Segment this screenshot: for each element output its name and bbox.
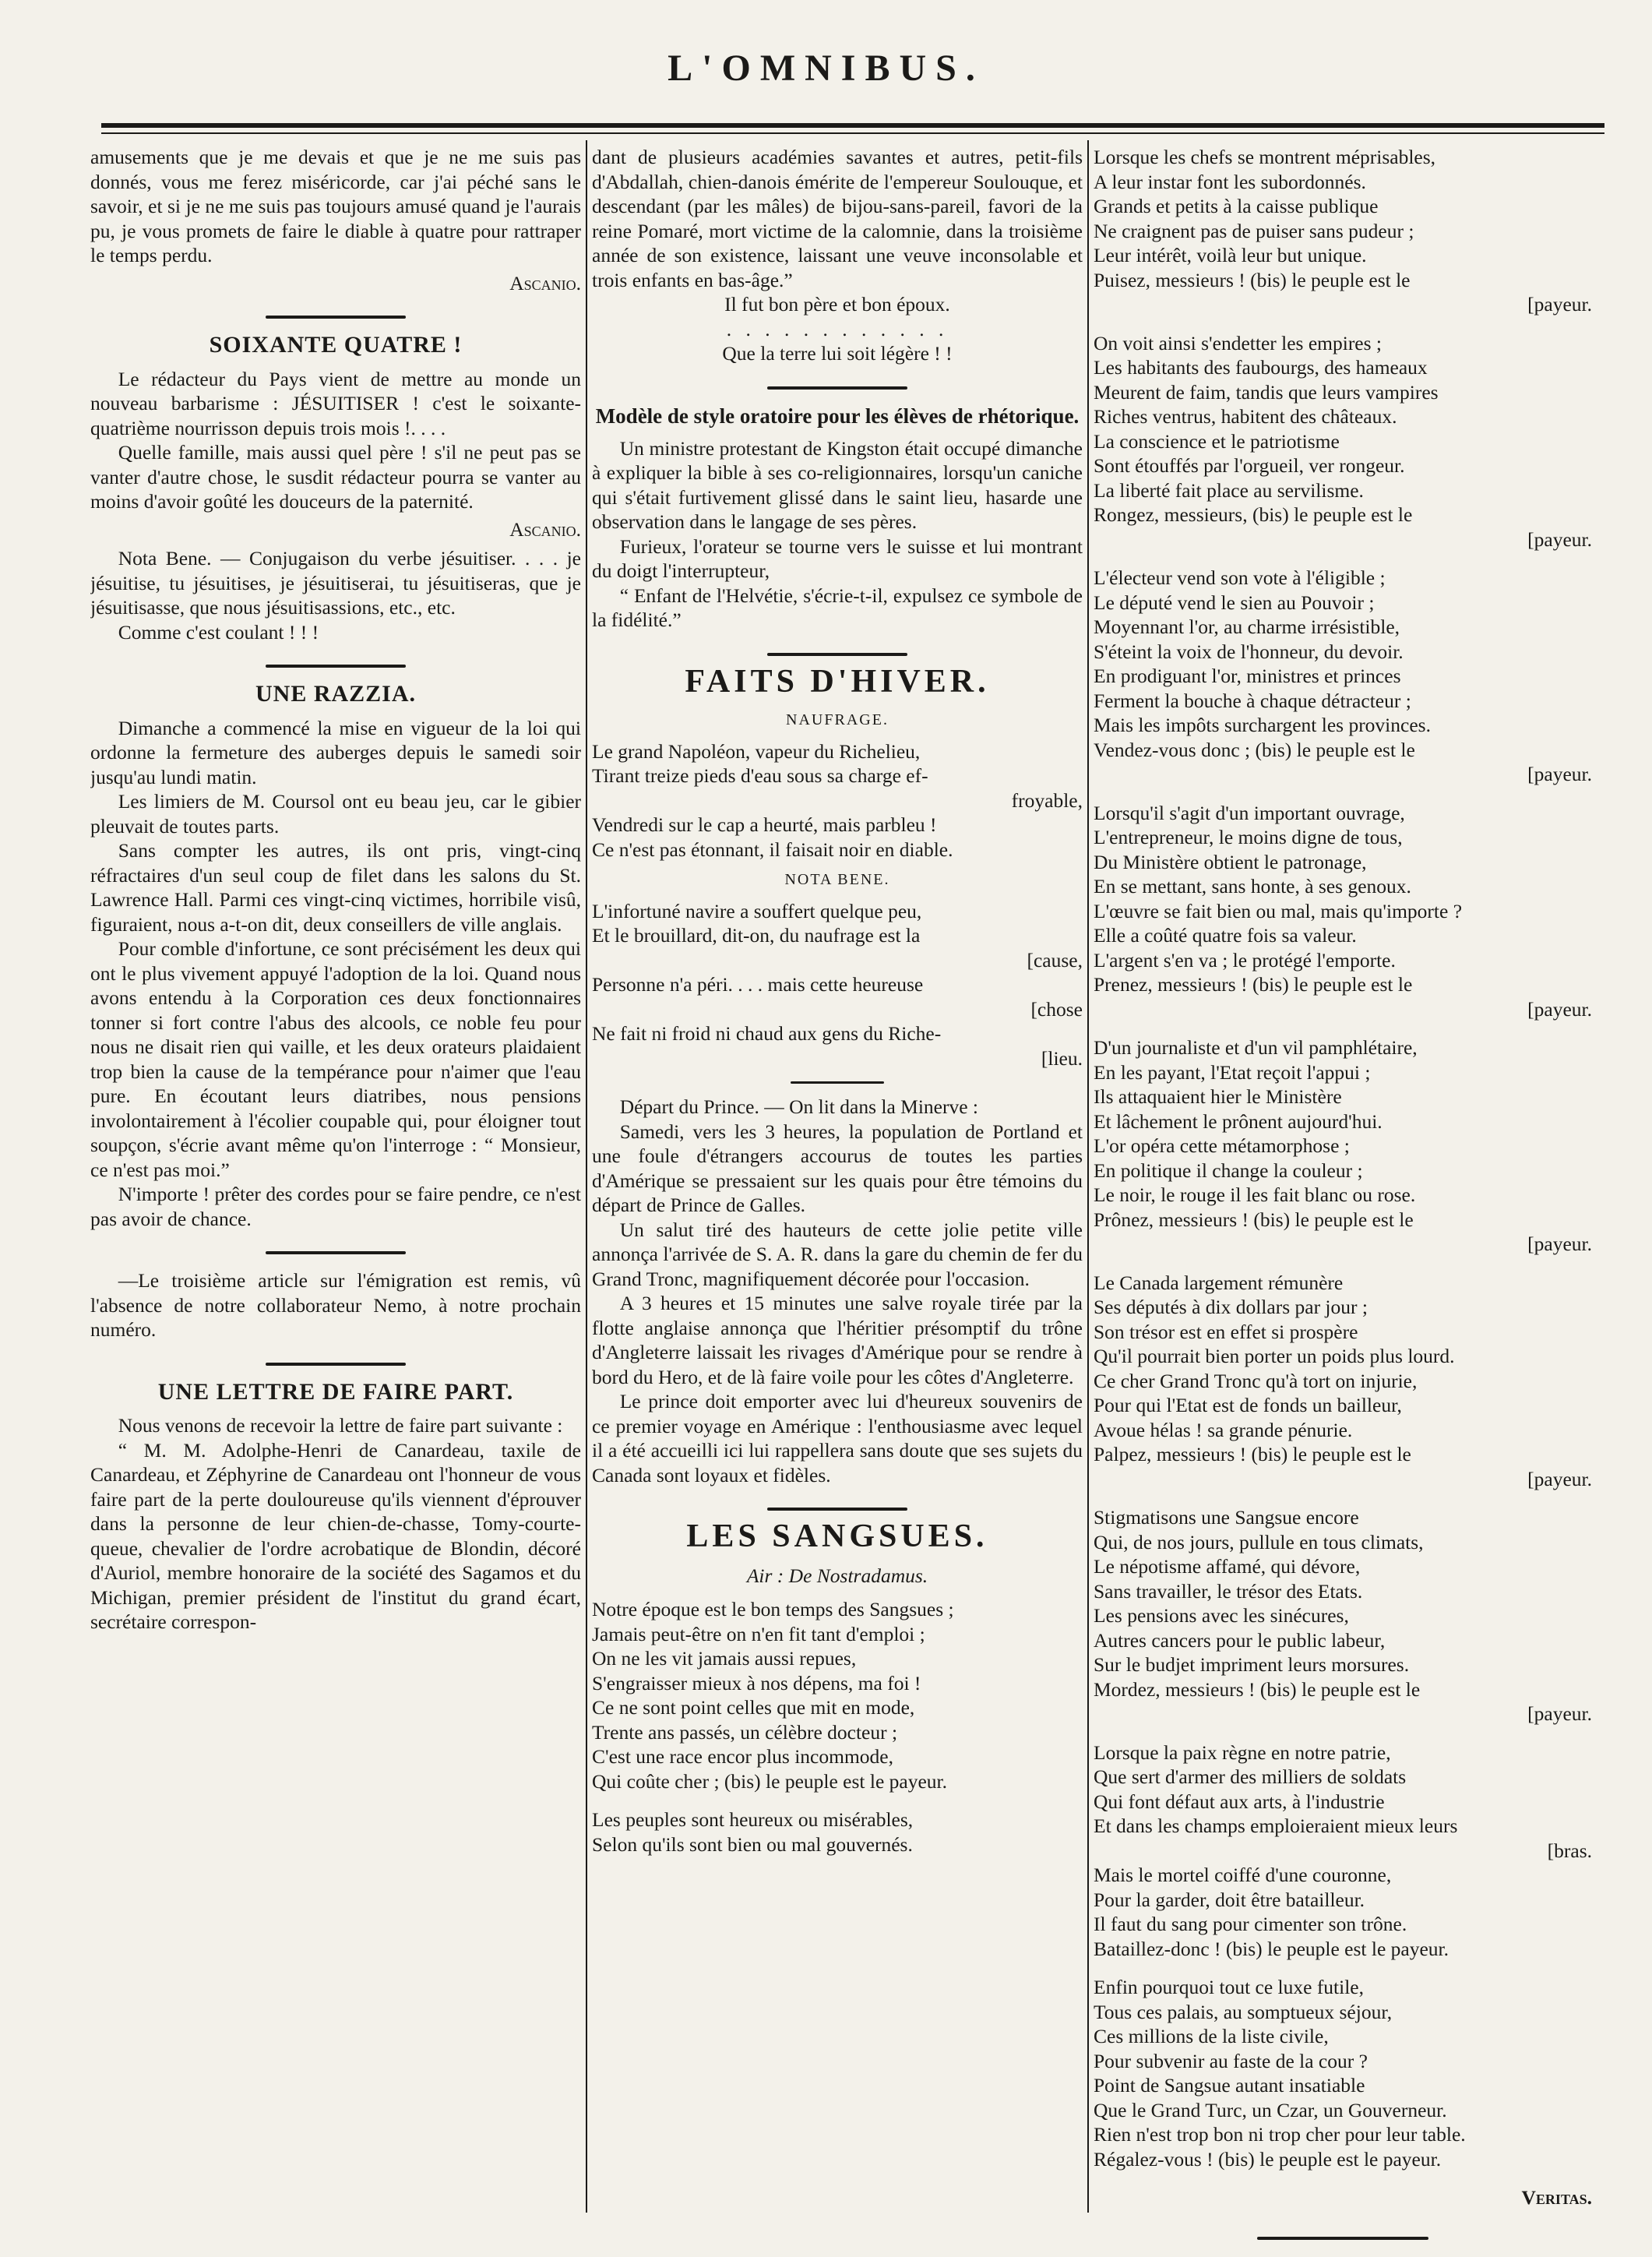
song-stanza [1094,1505,1592,1726]
separator [266,665,406,668]
continued-paragraph: dant de plusieurs académies savantes et autres, petit-fils d'Abdallah, chien-danois émérite de l'empereur Soulouque, et descendant (par les mâles) de bijou-sans-pareil, favori de la reine Pomaré, mort victime de la calomnie, dans la troisième année de son existence, laissant une veuve inconsolable et trois enfants en bas-âge.” [592,146,1083,291]
column-1 [90,145,581,2241]
verse-line: La liberté fait place au servilisme. [1094,478,1364,502]
verse-line: Sont étouffés par l'orgueil, ver rongeur. [1094,454,1405,477]
verse-line: En prodiguant l'or, ministres et princes [1094,665,1401,687]
verse-line: Lorsqu'il s'agit d'un important ouvrage, [1094,801,1405,824]
verse-line: En les payant, l'Etat reçoit l'appui ; [1094,1060,1371,1084]
verse-line: Bataillez-donc ! (bis) le peuple est le payeur. [1094,1937,1449,1960]
song-stanza [1094,566,1592,787]
song-air: Air : De Nostradamus. [746,1564,928,1587]
verse-line: Sur le budjet impriment leurs morsures. [1094,1653,1410,1676]
verse-turnover: [lieu. [1041,1046,1083,1070]
verse-line: L'infortuné navire a souffert quelque peu, [592,899,922,922]
paragraph: Furieux, l'orateur se tourne vers le suisse et lui montrant du doigt l'interrupteur, [592,534,1083,582]
verse-line: Selon qu'ils sont bien ou mal gouvernés. [592,1832,913,1856]
verse-line: Mordez, messieurs ! (bis) le peuple est le [1094,1677,1421,1701]
paragraph: N'importe ! prêter des cordes pour se faire pendre, ce n'est pas avoir de chance. [90,1183,581,1230]
article-title: UNE LETTRE DE FAIRE PART. [157,1378,514,1405]
verse-turnover: [payeur. [1527,1702,1592,1725]
verse-turnover: [chose [1030,997,1083,1021]
verse-line: On voit ainsi s'endetter les empires ; [1094,331,1383,354]
verse-line: Prônez, messieurs ! (bis) le peuple est le [1094,1208,1414,1231]
verse-line: Ce cher Grand Tronc qu'à tort on injurie, [1094,1369,1418,1392]
paragraph: A 3 heures et 15 minutes une salve royale tirée par la flotte anglaise annonça que l'héritier présomptif du trône d'Angleterre laissait les rivages d'Amérique pour se rendre à bord du Hero, et de là faire voile pour les côtes d'Angleterre. [592,1292,1083,1388]
verse-line: Ses députés à dix dollars par jour ; [1094,1296,1368,1318]
paragraph: Comme c'est coulant ! ! ! [118,620,319,644]
verse-turnover: [payeur. [1527,997,1592,1021]
verse-line: Ferment la bouche à chaque détracteur ; [1094,689,1411,712]
verse-line: Que le Grand Turc, un Czar, un Gouverneur. [1094,2098,1447,2121]
verse-line: Elle a coûté quatre fois sa valeur. [1094,924,1357,947]
verse-line: Palpez, messieurs ! (bis) le peuple est le [1094,1443,1411,1465]
continued-paragraph: amusements que je me devais et que je ne me suis pas donnés, vous me ferez miséricorde, car j'ai péché sans le savoir, et si je ne me suis pas toujours amusé quand je l'aurais pu, je vous promets de faire le diable à quatre pour rattraper le temps perdu. [90,146,581,266]
verse-line: Le député vend le sien au Pouvoir ; [1094,591,1375,614]
verse-line: Les pensions avec les sinécures, [1094,1604,1349,1627]
verse-line: Qui coûte cher ; (bis) le peuple est le payeur. [592,1769,947,1793]
separator [266,1251,406,1254]
verse-line: Tirant treize pieds d'eau sous sa charge ef- [592,764,928,787]
verse-line: L'entrepreneur, le moins digne de tous, [1094,826,1403,848]
verse-line: Enfin pourquoi tout ce luxe futile, [1094,1976,1365,1998]
column-2 [592,145,1083,2241]
verse-line: Meurent de faim, tandis que leurs vampires [1094,380,1439,404]
song-stanza [1094,1740,1592,1962]
subheading: NOTA BENE. [784,871,890,888]
verse-line: Lorsque la paix règne en notre patrie, [1094,1740,1391,1764]
separator [767,1508,907,1511]
song-continuation [1094,145,1592,2171]
verse-line: Du Ministère obtient le patronage, [1094,850,1367,873]
signature: Ascanio. [509,517,581,541]
paragraph: “ Enfant de l'Helvétie, s'écrie-t-il, expulsez ce symbole de la fidélité.” [592,584,1083,631]
verse-line: D'un journaliste et d'un vil pamphlétaire, [1094,1036,1418,1059]
verse-line: Trente ans passés, un célèbre docteur ; [592,1720,898,1744]
article-title: FAITS D'HIVER. [685,663,990,700]
separator [767,386,907,390]
ellipsis-line: . . . . . . . . . . . . [726,317,949,340]
paragraph: Nous venons de recevoir la lettre de faire part suivante : [118,1414,563,1437]
verse-line: Son trésor est en effet si prospère [1094,1320,1358,1343]
verse-turnover: froyable, [1011,788,1083,812]
song-stanza [1094,1035,1592,1257]
verse-line: Prenez, messieurs ! (bis) le peuple est le [1094,973,1413,996]
verse-line: Ne craignent pas de puiser sans pudeur ; [1094,219,1414,242]
verse-line: A leur instar font les subordonnés. [1094,170,1366,193]
paragraph: Pour comble d'infortune, ce sont précisément les deux qui ont le plus vivement appuyé l'adoption de la loi. Quand nous avons entendu à la Corporation ces deux fonctionnaires tonner si fort contre l'abus des alcools, ce noble feu pour nous ne disait rien qui vaille, et les deux orateurs plaidaient trop bien la cause de la tempérance pour n'aimer que l'eau pure. En écoutant leurs diatribes, nous pensions involontairement à l'écolier coupable qui, pour éloigner tout soupçon, s'écrie avant même qu'on l'interroge : “ Monsieur, ce n'est pas moi.” [90,937,581,1181]
verse-line: Le grand Napoléon, vapeur du Richelieu, [592,739,921,763]
verse-line: Tous ces palais, au somptueux séjour, [1094,2000,1393,2023]
paragraph: Un salut tiré des hauteurs de cette jolie petite ville annonça l'arrivée de S. A. R. dans la gare du chemin de fer du Grand Tronc, magnifiquement décorée pour l'occasion. [592,1218,1083,1290]
article-title: LES SANGSUES. [686,1518,988,1554]
paragraph: “ M. M. Adolphe-Henri de Canardeau, taxile de Canardeau, et Zéphyrine de Canardeau ont l'honneur de vous faire part de la perte douloureuse qu'ils viennent d'éprouver dans la personne de leur chien-de-chasse, Tomy-courte-queue, chevalier de l'ordre acrobatique de Blondin, décoré d'Auriol, membre honoraire de la société des Sagamos et du Michigan, premier président de l'institut du grand écart, secrétaire correspon- [90,1438,581,1633]
column-divider [1087,140,1089,2213]
verse-line: Que la terre lui soit légère ! ! [722,342,953,365]
verse-line: Stigmatisons une Sangsue encore [1094,1506,1359,1529]
masthead-rule-thin [101,132,1604,134]
paragraph: Le rédacteur du Pays vient de mettre au monde un nouveau barbarisme : JÉSUITISER ! c'est le soixante-quatrième nourrisson depuis trois mois !. . . . [90,367,581,439]
verse-line: Qui, de nos jours, pullule en tous climats, [1094,1530,1424,1553]
verse-line: Lorsque les chefs se montrent méprisables, [1094,146,1436,168]
verse-line: Pour qui l'Etat est de fonds un bailleur, [1094,1394,1402,1416]
verse-line: Mais les impôts surchargent les provinces. [1094,714,1431,736]
song-stanza [1094,801,1592,1022]
verse-line: Grands et petits à la caisse publique [1094,195,1379,217]
signature: Veritas. [1521,2186,1592,2209]
verse-line: Moyennant l'or, au charme irrésistible, [1094,615,1400,638]
verse-line: Le noir, le rouge il les fait blanc ou rose. [1094,1183,1416,1206]
verse-line: L'argent s'en va ; le protégé l'emporte. [1094,948,1396,972]
signature: Ascanio. [509,271,581,294]
paragraph: —Le troisième article sur l'émigration est remis, vû l'absence de notre collaborateur Nemo, à notre prochain numéro. [90,1269,581,1341]
verse-line: L'œuvre se fait bien ou mal, mais qu'importe ? [1094,899,1463,922]
verse-line: Notre époque est le bon temps des Sangsues ; [592,1598,954,1620]
verse-line: S'engraisser mieux à nos dépens, ma foi ! [592,1671,921,1695]
verse-line: Le Canada largement rémunère [1094,1271,1344,1294]
paragraph: Les limiers de M. Coursol ont eu beau jeu, car le gibier pleuvait de toutes parts. [90,790,581,838]
separator [266,316,406,319]
masthead: L'OMNIBUS. [667,48,985,89]
verse-line: Qu'il pourrait bien porter un poids plus lourd. [1094,1345,1455,1367]
verse-line: Et lâchement le prônent aujourd'hui. [1094,1109,1383,1133]
column-3 [1094,145,1592,2241]
masthead-rule [101,123,1604,128]
article-title: UNE RAZZIA. [255,681,417,707]
separator [266,1363,406,1366]
verse-line: Et dans les champs emploieraient mieux leurs [1094,1814,1458,1837]
verse-line: Et le brouillard, dit-on, du naufrage est la [592,924,921,947]
verse-line: Régalez-vous ! (bis) le peuple est le payeur. [1094,2147,1442,2171]
song-stanza [592,1807,1083,1857]
verse-turnover: [payeur. [1527,1233,1592,1255]
verse-line: Ne fait ni froid ni chaud aux gens du Riche- [592,1022,942,1045]
verse-line: Leur intérêt, voilà leur but unique. [1094,244,1367,266]
verse-line: Les habitants des faubourgs, des hameaux [1094,356,1428,379]
song-stanza [1094,1271,1592,1492]
paragraph: Quelle famille, mais aussi quel père ! s'il ne peut pas se vanter d'autre chose, le susdit rédacteur pourra se vanter au moins d'avoir goûté les douceurs de la paternité. [90,441,581,513]
song-stanza [1094,1975,1592,2171]
verse-line: Il faut du sang pour cimenter son trône. [1094,1913,1407,1935]
paragraph: Le prince doit emporter avec lui d'heureux souvenirs de ce premier voyage en Amérique : l'enthousiasme avec lequel il a été accueilli ici lui rappellera sans doute que ses sujets du Canada sont loyaux et fidèles. [592,1390,1083,1486]
paragraph: Départ du Prince. — On lit dans la Minerve : [619,1095,978,1118]
verse-turnover: [cause, [1027,948,1083,972]
article-title: SOIXANTE QUATRE ! [209,332,463,358]
verse-line: C'est une race encor plus incommode, [592,1745,893,1768]
verse-line: Puisez, messieurs ! (bis) le peuple est le [1094,268,1411,291]
verse-line: Point de Sangsue autant insatiable [1094,2074,1365,2097]
paragraph: Dimanche a commencé la mise en vigueur de la loi qui ordonne la fermeture des auberges depuis le samedi soir jusqu'au lundi matin. [90,716,581,788]
verse-line: Ce n'est pas étonnant, il faisait noir en diable. [592,838,953,861]
verse-line: Avoue hélas ! sa grande pénurie. [1094,1418,1353,1441]
verse-line: Rien n'est trop bon ni trop cher pour leur table. [1094,2123,1466,2146]
verse-line: Sans travailler, le trésor des Etats. [1094,1579,1363,1603]
verse-line: Vendez-vous donc ; (bis) le peuple est le [1094,738,1415,761]
verse-line: Jamais peut-être on n'en fit tant d'emploi ; [592,1622,925,1645]
paragraph: Nota Bene. — Conjugaison du verbe jésuitiser. . . . je jésuitise, tu jésuitises, je jésuitiserai, tu jésuitiseras, que je jésuitisasse, que nous jésuitisassions, etc., etc. [90,547,581,619]
verse-line: Pour la garder, doit être batailleur. [1094,1888,1365,1911]
verse-line: L'or opéra cette métamorphose ; [1094,1134,1350,1157]
verse-turnover: [payeur. [1527,1467,1592,1490]
verse-line: Personne n'a péri. . . . mais cette heureuse [592,973,924,996]
verse-line: La conscience et le patriotisme [1094,429,1340,453]
verse-line: Autres cancers pour le public labeur, [1094,1628,1386,1652]
verse-line: En politique il change la couleur ; [1094,1158,1363,1182]
verse-line: S'éteint la voix de l'honneur, du devoir. [1094,640,1404,663]
verse-line: Il fut bon père et bon époux. [724,293,950,316]
verse-turnover: [payeur. [1527,293,1592,316]
song-stanza [1094,331,1592,552]
verse-line: L'électeur vend son vote à l'éligible ; [1094,566,1386,589]
paragraph: Samedi, vers les 3 heures, la population de Portland et une foule d'étrangers accourus de toutes les parties d'Amérique se pressaient sur les quais pour être témoins du départ de Prince de Galles. [592,1120,1083,1216]
verse-line: Riches ventrus, habitent des châteaux. [1094,405,1397,428]
verse-turnover: [bras. [1547,1839,1592,1862]
verse-line: Qui font défaut aux arts, à l'industrie [1094,1790,1385,1813]
verse-line: En se mettant, sans honte, à ses genoux. [1094,875,1411,898]
verse-line: Rongez, messieurs, (bis) le peuple est le [1094,503,1413,526]
end-separator [1257,2237,1428,2240]
subheading: NAUFRAGE. [786,711,889,728]
verse-line: Ce ne sont point celles que mit en mode, [592,1696,915,1719]
verse-line: Ces millions de la liste civile, [1094,2025,1329,2047]
verse-line: On ne les vit jamais aussi repues, [592,1647,857,1670]
verse-turnover: [payeur. [1527,527,1592,551]
song-stanza [1094,145,1592,317]
column-divider [586,140,587,2213]
article-title: Modèle de style oratoire pour les élèves de rhétorique. [595,404,1080,428]
song-stanza [592,1597,1083,1793]
verse-turnover: [payeur. [1527,763,1592,785]
verse-line: Que sert d'armer des milliers de soldats [1094,1765,1407,1788]
verse-line: Le népotisme affamé, qui dévore, [1094,1555,1361,1578]
paragraph: Un ministre protestant de Kingston était occupé dimanche à expliquer la bible à ses co-religionnaires, lorsqu'un caniche qui s'était furtivement glissé dans le saint lieu, hasarde une observation dans le langage de ses pères. [592,436,1083,533]
verse-line: Ils attaquaient hier le Ministère [1094,1085,1342,1108]
verse-line: Les peuples sont heureux ou misérables, [592,1808,914,1831]
verse-line: Pour subvenir au faste de la cour ? [1094,2049,1368,2072]
separator [791,1081,884,1084]
separator [767,653,907,656]
verse-line: Mais le mortel coiffé d'une couronne, [1094,1864,1392,1886]
paragraph: Sans compter les autres, ils ont pris, vingt-cinq réfractaires d'un seul coup de filet dans les salons du St. Lawrence Hall. Parmi ces vingt-cinq victimes, horribile visû, figuraient, nous a-t-on dit, deux conseillers de ville anglais. [90,839,581,936]
verse-line: Vendredi sur le cap a heurté, mais parbleu ! [592,813,937,836]
